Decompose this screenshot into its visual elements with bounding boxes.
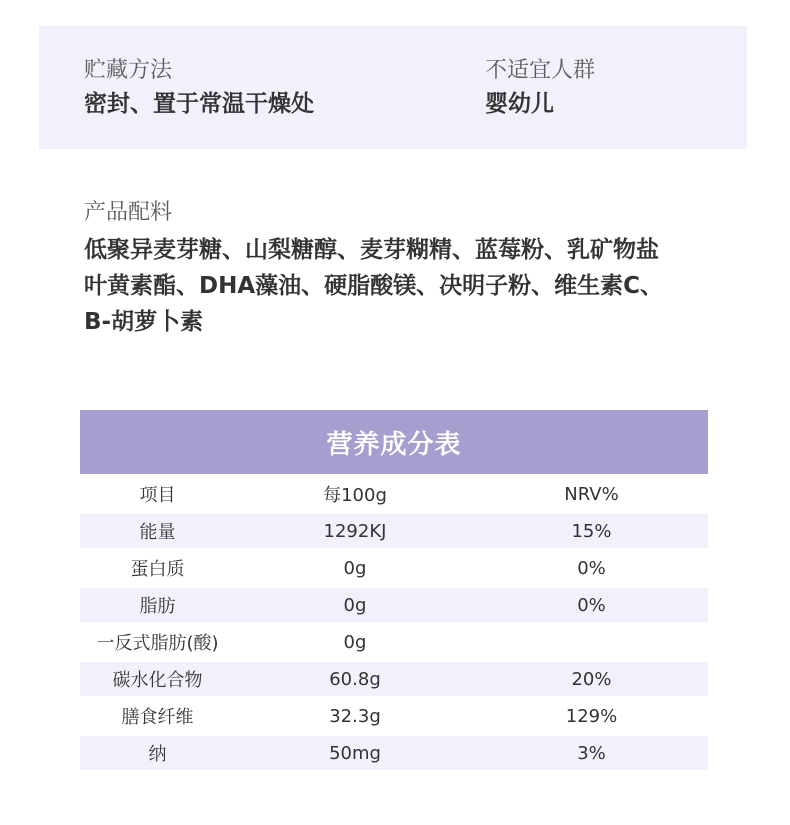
ingredients-text: 低聚异麦芽糖、山梨糖醇、麦芽糊精、蓝莓粉、乳矿物盐 叶黄素酯、DHA藻油、硬脂酸镁、决明子粉、维生素C、 B-胡萝卜素 bbox=[84, 237, 664, 335]
nutrition-table bbox=[80, 477, 708, 773]
table-row bbox=[80, 513, 708, 550]
column-header-nrv: NRV% bbox=[475, 477, 708, 513]
column-header-item: 项目 bbox=[80, 477, 235, 513]
unsuitable-group-value: 婴幼儿 bbox=[485, 91, 554, 117]
storage-method-block bbox=[84, 56, 314, 120]
nutrient-name: 纳 bbox=[80, 735, 235, 772]
nutrient-name: 膳食纤维 bbox=[80, 698, 235, 735]
table-row bbox=[80, 624, 708, 661]
nutrient-nrv bbox=[475, 624, 708, 661]
nutrient-name: 蛋白质 bbox=[80, 550, 235, 587]
nutrient-amount: 50mg bbox=[235, 735, 475, 772]
nutrient-amount: 0g bbox=[235, 587, 475, 624]
nutrient-nrv: 15% bbox=[475, 513, 708, 550]
nutrient-amount: 0g bbox=[235, 624, 475, 661]
storage-info-panel bbox=[39, 26, 747, 149]
nutrient-nrv: 0% bbox=[475, 587, 708, 624]
table-row bbox=[80, 735, 708, 772]
nutrient-nrv: 0% bbox=[475, 550, 708, 587]
nutrient-amount: 1292KJ bbox=[235, 513, 475, 550]
nutrient-amount: 0g bbox=[235, 550, 475, 587]
table-row bbox=[80, 587, 708, 624]
nutrient-nrv: 129% bbox=[475, 698, 708, 735]
unsuitable-group-label: 不适宜人群 bbox=[485, 58, 596, 83]
nutrient-name: 一反式脂肪(酸) bbox=[80, 624, 235, 661]
nutrient-name: 碳水化合物 bbox=[80, 661, 235, 698]
table-header-row bbox=[80, 477, 708, 513]
storage-method-label: 贮藏方法 bbox=[84, 58, 173, 83]
ingredients-label: 产品配料 bbox=[84, 200, 173, 225]
nutrient-nrv: 20% bbox=[475, 661, 708, 698]
nutrient-amount: 32.3g bbox=[235, 698, 475, 735]
unsuitable-group-block bbox=[485, 56, 595, 120]
nutrient-name: 脂肪 bbox=[80, 587, 235, 624]
nutrient-nrv: 3% bbox=[475, 735, 708, 772]
column-header-per-100g: 每100g bbox=[235, 477, 475, 513]
table-row bbox=[80, 698, 708, 735]
nutrition-facts bbox=[80, 410, 708, 773]
table-row bbox=[80, 661, 708, 698]
storage-method-value: 密封、置于常温干燥处 bbox=[84, 91, 314, 117]
table-row bbox=[80, 550, 708, 587]
nutrient-amount: 60.8g bbox=[235, 661, 475, 698]
nutrient-name: 能量 bbox=[80, 513, 235, 550]
nutrition-table-title: 营养成分表 bbox=[80, 410, 708, 474]
ingredients-section bbox=[84, 198, 764, 340]
